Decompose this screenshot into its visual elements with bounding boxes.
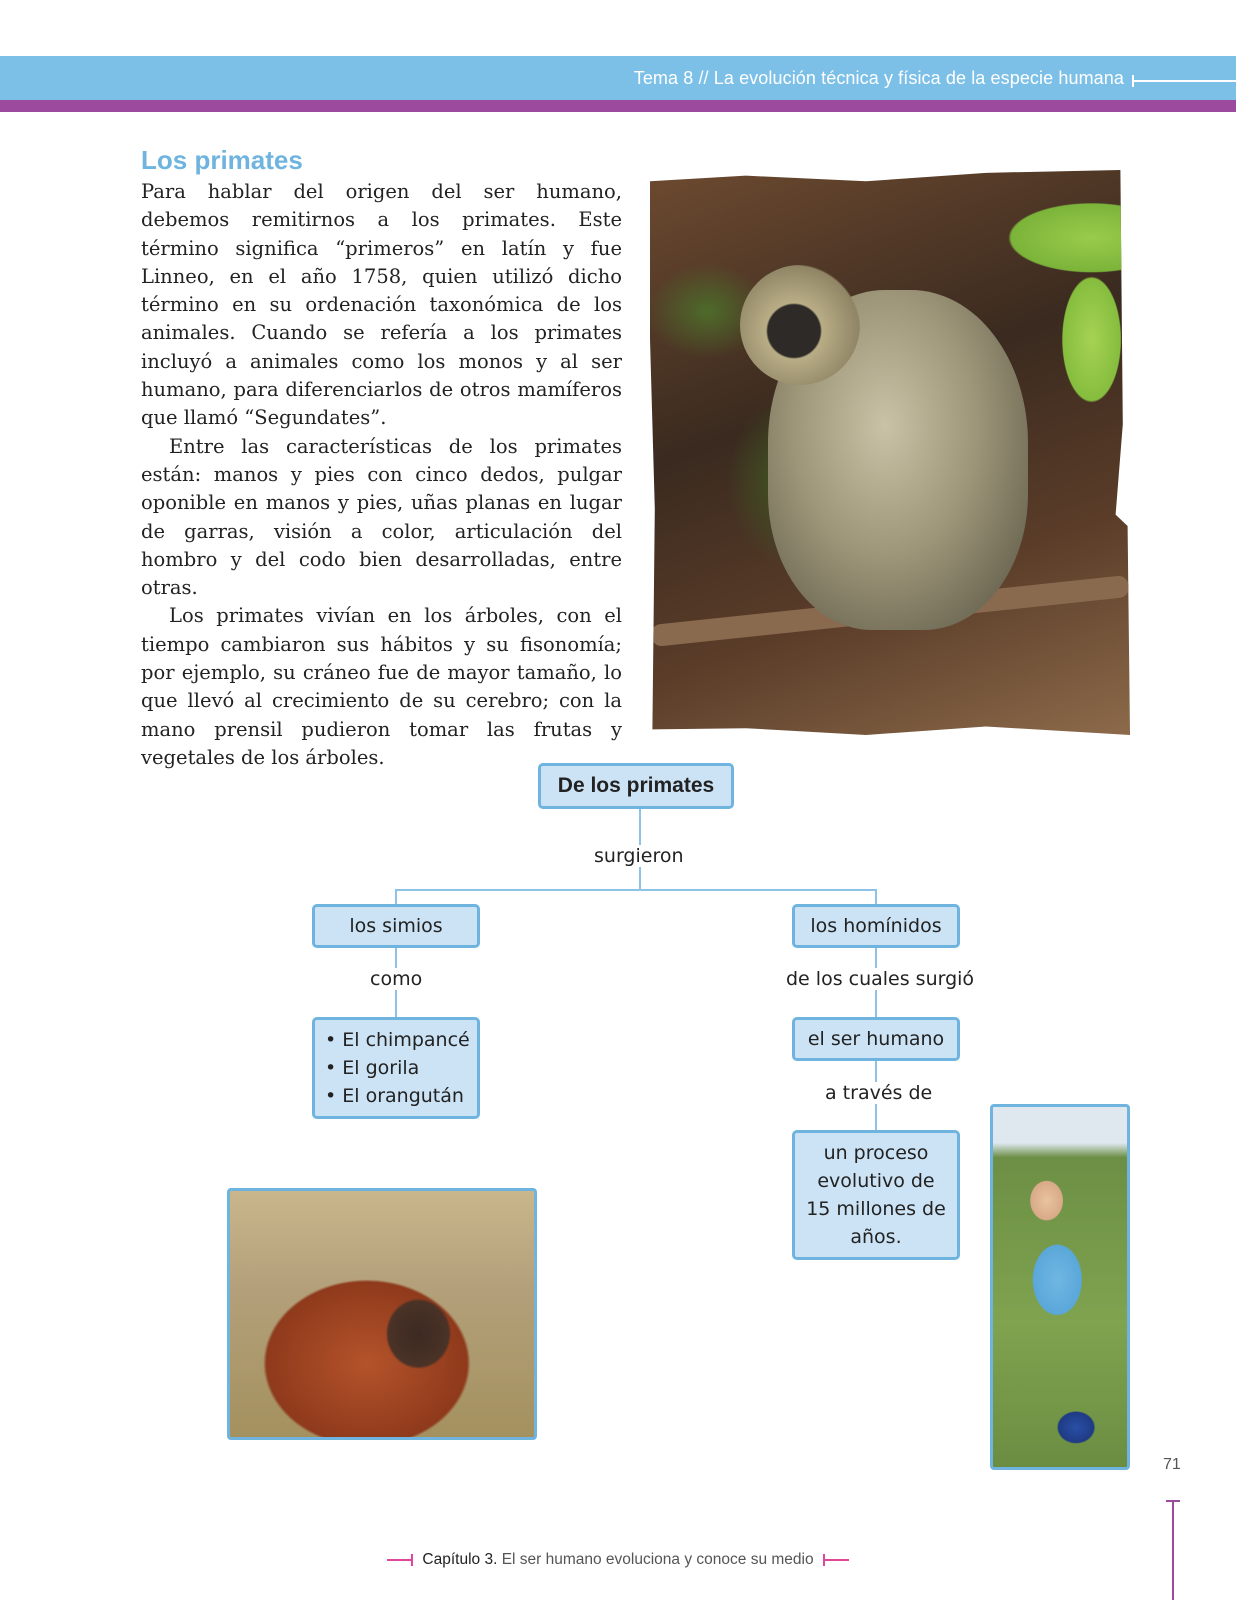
monkey-photo <box>650 170 1130 735</box>
connector-line <box>875 889 877 905</box>
paragraph-2: Entre las características de los primates están: manos y pies con cinco dedos, pulgar oponible en manos y pies, uñas planas en lugar de garras, visión a color, articulación del hombro y del codo bien desarrolladas, entre otras. <box>141 434 622 600</box>
example-gorila: • El gorila <box>325 1054 470 1082</box>
monkey-head-shape <box>740 265 860 385</box>
footer-dash-right <box>823 1559 849 1561</box>
example-chimpance: • El chimpancé <box>325 1026 470 1054</box>
concept-examples <box>312 1017 480 1119</box>
concept-proceso-evolutivo: un proceso evolutivo de 15 millones de años. <box>792 1130 960 1260</box>
side-rule <box>1172 1500 1174 1600</box>
link-de-los-cuales-surgio: de los cuales surgió <box>783 968 977 990</box>
footer-dash-left <box>387 1559 413 1561</box>
concept-hominidos: los homínidos <box>792 904 960 948</box>
footer <box>0 1551 1236 1569</box>
section-heading: Los primates <box>141 145 303 175</box>
concept-root: De los primates <box>538 763 734 809</box>
examples-list <box>315 1026 470 1110</box>
link-a-traves-de: a través de <box>822 1082 935 1104</box>
link-surgieron: surgieron <box>591 845 687 867</box>
header-stripe <box>0 100 1236 112</box>
example-orangutan: • El orangután <box>325 1082 470 1110</box>
link-como: como <box>367 968 425 990</box>
header-title: Tema 8 // La evolución técnica y física de la especie humana <box>633 68 1124 88</box>
footer-chapter-title: El ser humano evoluciona y conoce su medio <box>501 1551 814 1568</box>
concept-simios: los simios <box>312 904 480 948</box>
header-line <box>1132 80 1236 82</box>
child-photo <box>990 1104 1130 1470</box>
connector-line <box>395 889 877 891</box>
paragraph-1: Para hablar del origen del ser humano, debemos remitirnos a los primates. Este término significa “primeros” en latín y fue Linneo, en el año 1758, quien utilizó dicho término en su ordenación taxonómica de los animales. Cuando se refería a los primates incluyó a animales como los monos y al ser humano, para diferenciarlos de otros mamíferos que llamó “Segundates”. <box>141 180 622 430</box>
concept-ser-humano: el ser humano <box>792 1017 960 1061</box>
body-text <box>141 178 622 772</box>
page-number: 71 <box>1163 1456 1181 1473</box>
orangutan-photo <box>227 1188 537 1440</box>
footer-chapter-label: Capítulo 3. <box>422 1551 498 1568</box>
paragraph-3: Los primates vivían en los árboles, con el tiempo cambiaron sus hábitos y su fisonomía; por ejemplo, su cráneo fue de mayor tamaño, lo que llevó al crecimiento de su cerebro; con la mano prensil pudieron tomar las frutas y vegetales de los árboles. <box>141 604 622 769</box>
connector-line <box>395 889 397 905</box>
